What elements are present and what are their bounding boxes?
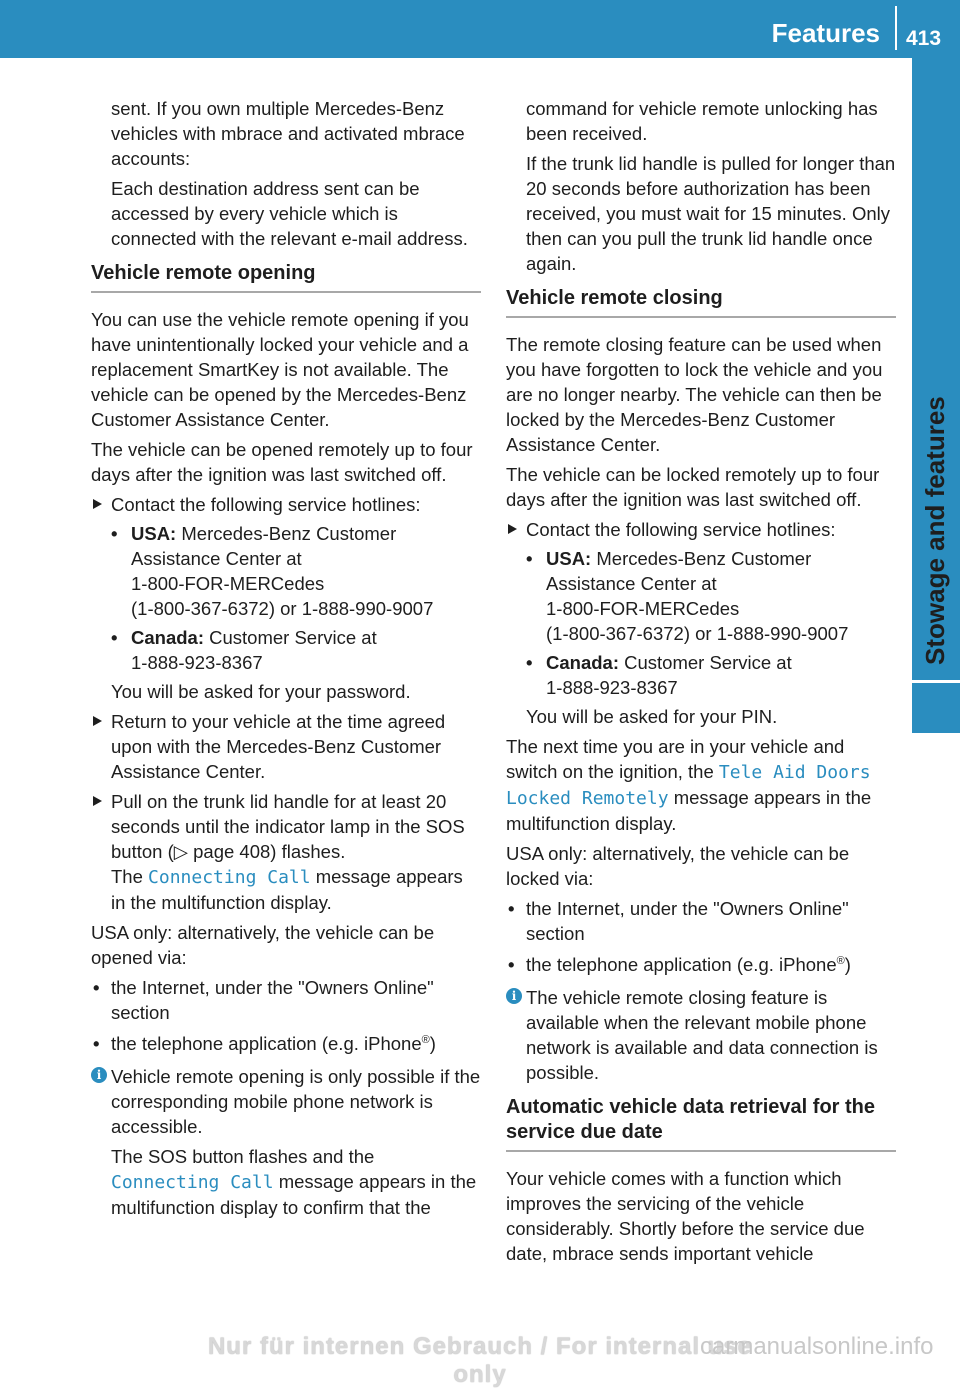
info-icon: i (91, 1067, 107, 1083)
list-item-text: the Internet, under the "Owners Online" section (526, 898, 849, 944)
step-text: Contact the following service hotlines: (526, 519, 836, 540)
text-part: The (111, 866, 149, 887)
text-part: The next time you are in your vehicle and switch on the ignition, the (506, 736, 845, 782)
paragraph: You can use the vehicle remote opening if you have unintentionally locked your vehicle and a replacement SmartKey is not available. The vehicle can be opened by the Mercedes-Benz Customer Assistance Center. (91, 309, 469, 430)
list-item (91, 975, 481, 1025)
bullet-icon: • (93, 977, 100, 998)
bullet-icon: • (526, 652, 533, 673)
site-watermark: carmanualsonline.info (700, 1333, 934, 1360)
bullet-icon: • (93, 1033, 100, 1054)
paragraph: USA only: alternatively, the vehicle can be locked via: (506, 843, 850, 889)
step-text (111, 864, 481, 915)
header-divider (895, 6, 897, 50)
paragraph: The remote closing feature can be used when you have forgotten to lock the vehicle and you are no longer nearby. The vehicle can then be locked by the Mercedes-Benz Customer Assistance Center. (506, 334, 883, 455)
info-icon: i (506, 988, 522, 1004)
list-item-text: the telephone application (e.g. iPhone (111, 1033, 422, 1054)
hotline-label: USA: (131, 523, 177, 544)
paragraph: command for vehicle remote unlocking has been received. (526, 98, 878, 144)
step-text-part: Pull on the trunk lid handle for at least 20 seconds until the indicator lamp in the SOS button ( (111, 791, 465, 862)
hotline-label: Canada: (131, 627, 204, 648)
instruction-step (91, 492, 481, 704)
instruction-step (506, 517, 896, 729)
paragraph: Each destination address sent can be accessed by every vehicle which is connected with the relevant e-mail address. (111, 178, 468, 249)
page-ref-arrow-icon: ▷ (173, 841, 188, 862)
side-tab-label: Stowage and features (920, 396, 950, 665)
hotline-label: Canada: (546, 652, 619, 673)
hotline-text: Mercedes-Benz Customer Assistance Center at (131, 523, 397, 569)
hotline-item (526, 650, 896, 700)
step-text: You will be asked for your PIN. (526, 706, 778, 727)
section-heading: Automatic vehicle data retrieval for the service due date (506, 1095, 896, 1152)
hotline-item (526, 546, 896, 646)
display-message: Tele Aid Doors Locked Remotely (506, 762, 871, 809)
phone-number: 1-800-FOR-MERCedes (546, 598, 740, 619)
instruction-step (91, 789, 481, 915)
step-text: You will be asked for your password. (111, 681, 411, 702)
bullet-icon: • (508, 954, 515, 975)
list-item-text: the telephone application (e.g. iPhone (526, 954, 837, 975)
text-part: The SOS button flashes and the (111, 1146, 375, 1167)
text-part: message appears in the multifunction display. (506, 787, 872, 834)
hotline-text: Mercedes-Benz Customer Assistance Center at (546, 548, 812, 594)
list-item (506, 952, 896, 977)
paragraph: sent. If you own multiple Mercedes-Benz vehicles with mbrace and activated mbrace accounts: (111, 98, 465, 169)
right-column (506, 96, 896, 1271)
paragraph: If the trunk lid handle is pulled for longer than 20 seconds before authorization has been received, you must wait for 15 minutes. Only then can you pull the trunk lid handle once again. (526, 153, 896, 274)
side-tab-marker (912, 683, 960, 733)
list-item (506, 896, 896, 946)
text-part: message appears in the multifunction display to confirm that the (111, 1171, 477, 1218)
phone-number: 1-888-923-8367 (546, 677, 678, 698)
watermark-footer: Nur für internen Gebrauch / For internal use only (207, 1333, 753, 1388)
page-number: 413 (906, 27, 942, 50)
bullet-icon: • (526, 548, 533, 569)
section-title: Features (771, 18, 880, 48)
paragraph: USA only: alternatively, the vehicle can be opened via: (91, 922, 435, 968)
info-note (506, 985, 896, 1085)
phone-number: (1-800-367-6372) or 1-888-990-9007 (131, 598, 434, 619)
paragraph: Your vehicle comes with a function which improves the servicing of the vehicle considerably. Shortly before the service due date, mbrace sends important vehicle (506, 1168, 865, 1264)
info-text (111, 1144, 481, 1220)
step-text-part: page 408) flashes. (187, 841, 346, 862)
info-note (91, 1064, 481, 1220)
info-text: The vehicle remote closing feature is available when the relevant mobile phone network is available and data connection is possible. (526, 987, 878, 1083)
hotline-text: Customer Service at (619, 652, 792, 673)
bullet-icon: • (508, 898, 515, 919)
bullet-icon: • (111, 523, 118, 544)
hotline-item (111, 521, 481, 621)
info-text: Vehicle remote opening is only possible if the corresponding mobile phone network is accessible. (111, 1066, 481, 1137)
section-heading: Vehicle remote closing (506, 286, 896, 318)
phone-number: 1-888-923-8367 (131, 652, 263, 673)
hotline-label: USA: (546, 548, 592, 569)
paragraph (506, 734, 896, 836)
registered-mark: ® (836, 954, 845, 967)
step-text: Return to your vehicle at the time agreed upon with the Mercedes-Benz Customer Assistance Center. (111, 711, 446, 782)
step-text (111, 789, 481, 864)
section-heading: Vehicle remote opening (91, 261, 481, 293)
left-column (91, 96, 481, 1225)
registered-mark: ® (421, 1033, 430, 1046)
list-item-text: ) (844, 954, 851, 975)
list-item (91, 1031, 481, 1056)
display-message: Connecting Call (111, 1172, 274, 1193)
phone-number: 1-800-FOR-MERCedes (131, 573, 325, 594)
display-message: Connecting Call (148, 867, 311, 888)
step-text: Contact the following service hotlines: (111, 494, 421, 515)
list-item-text: the Internet, under the "Owners Online" section (111, 977, 434, 1023)
hotline-text: Customer Service at (204, 627, 377, 648)
paragraph: The vehicle can be opened remotely up to four days after the ignition was last switched off. (91, 439, 473, 485)
bullet-icon: • (111, 627, 118, 648)
text-part: message appears in the multifunction display. (111, 866, 463, 913)
list-item-text: ) (429, 1033, 436, 1054)
instruction-step (91, 709, 481, 784)
paragraph: The vehicle can be locked remotely up to four days after the ignition was last switched off. (506, 464, 880, 510)
hotline-item (111, 625, 481, 675)
phone-number: (1-800-367-6372) or 1-888-990-9007 (546, 623, 849, 644)
